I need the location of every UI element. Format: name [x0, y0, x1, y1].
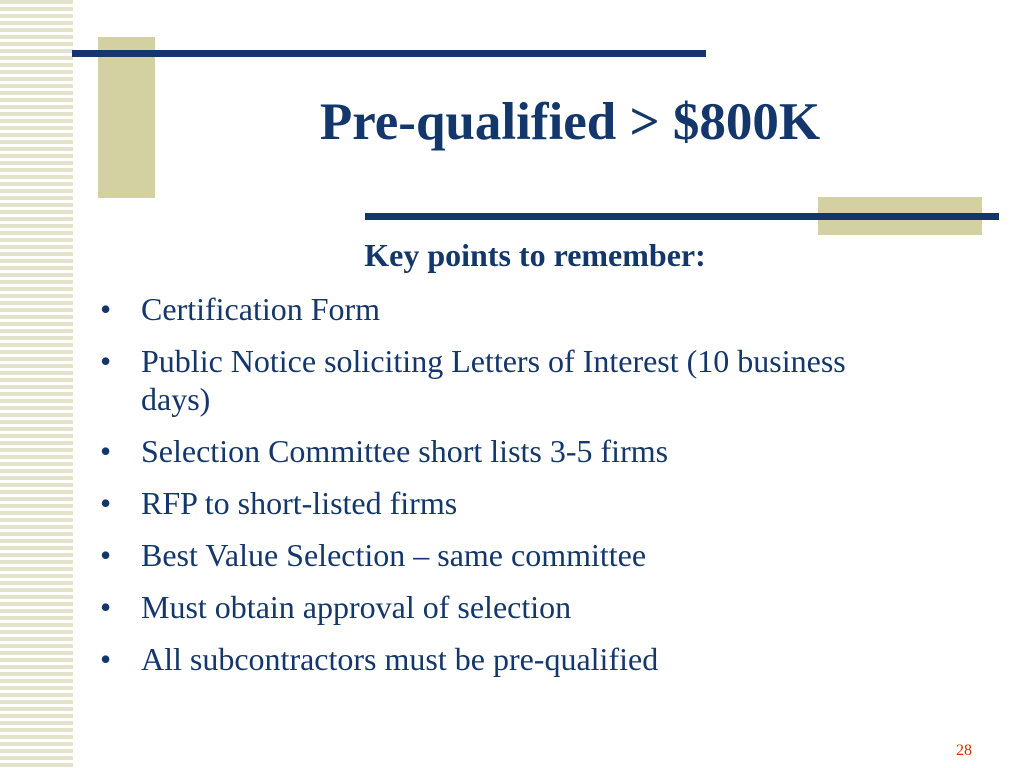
bullet-item [100, 342, 900, 418]
bullet-text: Must obtain approval of selection [141, 589, 572, 625]
bullet-icon: • [100, 485, 112, 521]
bullet-item [100, 588, 900, 626]
bullet-item [100, 536, 900, 574]
bullet-item [100, 290, 900, 328]
bullet-text: Public Notice soliciting Letters of Interest (10 business days) [141, 343, 846, 417]
title-rule-bottom [365, 213, 999, 220]
bullet-list [100, 290, 900, 692]
title-rule-top [72, 50, 706, 57]
bullet-icon: • [100, 589, 112, 625]
bullet-item [100, 432, 900, 470]
decorative-stripe-panel [0, 0, 73, 768]
bullet-icon: • [100, 641, 112, 677]
bullet-icon: • [100, 343, 112, 379]
page-number: 28 [956, 742, 972, 759]
bullet-text: Best Value Selection – same committee [141, 537, 647, 573]
bullet-icon: • [100, 537, 112, 573]
bullet-text: Certification Form [141, 291, 381, 327]
bullet-item [100, 484, 900, 522]
bullet-text: Selection Committee short lists 3-5 firms [141, 433, 669, 469]
bullet-text: All subcontractors must be pre-qualified [141, 641, 659, 677]
slide-title: Pre-qualified > $800K [319, 93, 821, 151]
slide-subtitle: Key points to remember: [364, 237, 706, 273]
bullet-item [100, 640, 900, 678]
bullet-icon: • [100, 433, 112, 469]
bullet-text: RFP to short-listed firms [141, 485, 458, 521]
bullet-icon: • [100, 291, 112, 327]
decorative-tan-block-left [98, 37, 155, 198]
